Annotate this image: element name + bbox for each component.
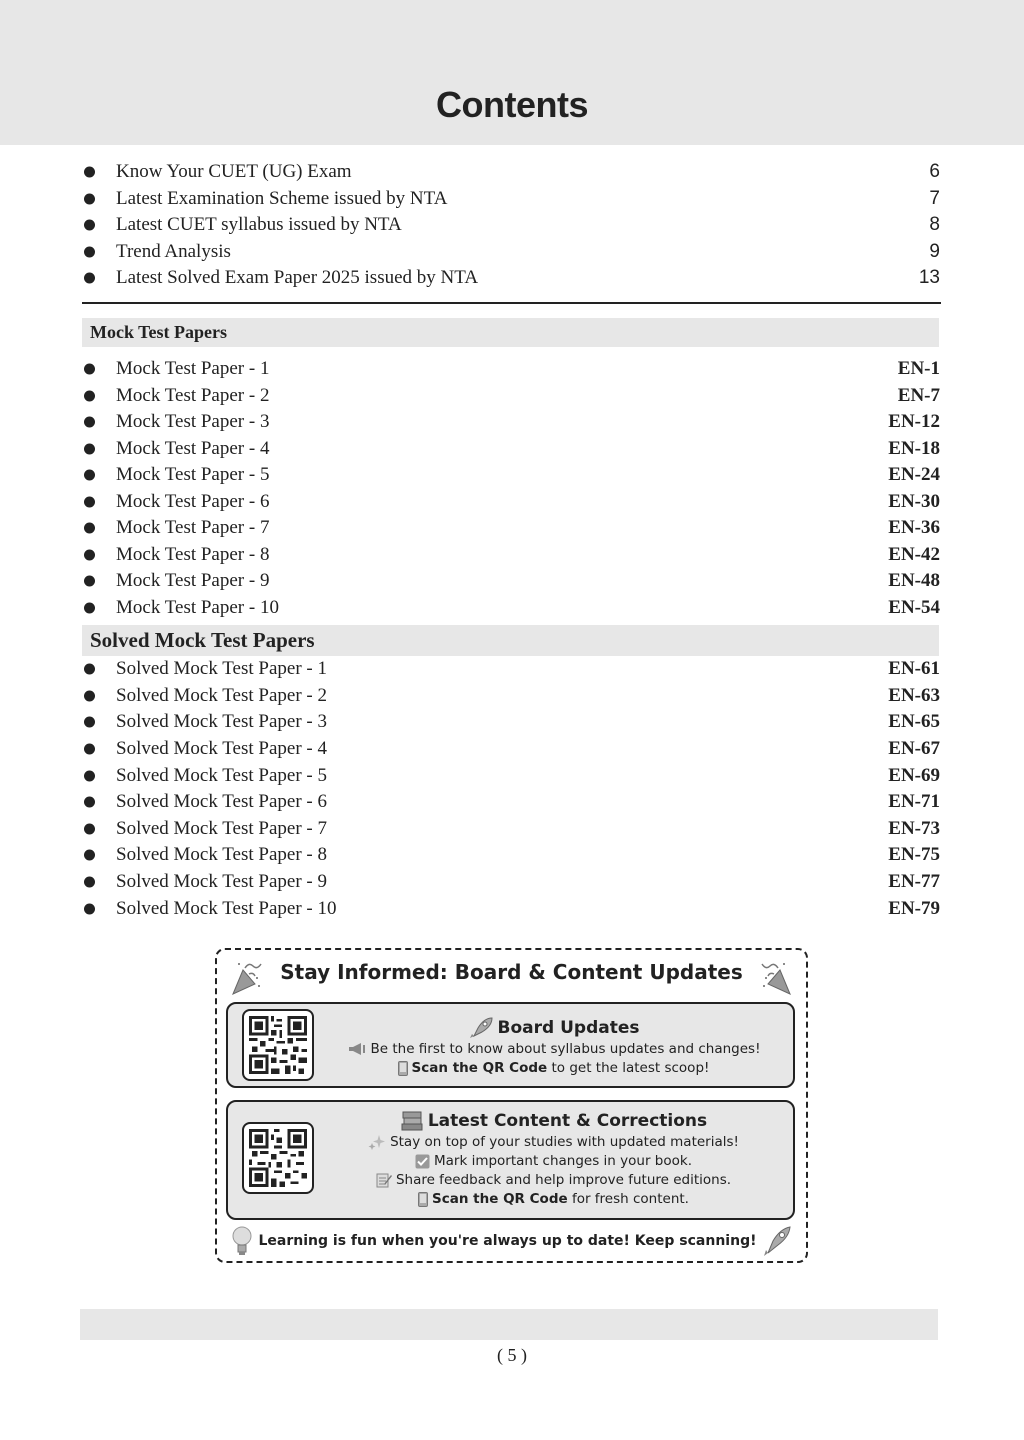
toc-entry[interactable]	[82, 383, 942, 410]
bullet-icon	[84, 717, 95, 728]
toc-entry[interactable]	[82, 409, 942, 436]
updates-title: Stay Informed: Board & Content Updates	[280, 960, 743, 984]
toc-entry[interactable]	[82, 762, 942, 789]
entry-title: Solved Mock Test Paper - 3	[116, 711, 327, 733]
bullet-icon	[84, 417, 95, 428]
toc-entry[interactable]	[82, 842, 942, 869]
bullet-icon	[84, 167, 95, 178]
entry-title: Solved Mock Test Paper - 6	[116, 791, 327, 813]
bullet-icon	[84, 220, 95, 231]
intro-list	[82, 159, 942, 292]
bullet-icon	[84, 797, 95, 808]
entry-title: Latest Solved Exam Paper 2025 issued by NTA	[116, 267, 479, 289]
toc-entry[interactable]	[82, 212, 942, 239]
board-updates-card	[226, 1002, 795, 1088]
bullet-icon	[84, 246, 95, 257]
entry-page: EN-54	[888, 596, 940, 618]
entry-title: Know Your CUET (UG) Exam	[116, 161, 352, 183]
toc-entry[interactable]	[82, 356, 942, 383]
toc-entry[interactable]	[82, 265, 942, 292]
toc-entry[interactable]	[82, 186, 942, 213]
toc-entry[interactable]	[82, 436, 942, 463]
entry-page: EN-73	[888, 817, 940, 839]
content-updates-line-1	[318, 1133, 789, 1152]
entry-title: Latest CUET syllabus issued by NTA	[116, 214, 402, 236]
bullet-icon	[84, 664, 95, 675]
section-divider	[82, 302, 941, 304]
entry-title: Solved Mock Test Paper - 1	[116, 658, 327, 680]
bullet-icon	[84, 523, 95, 534]
content-updates-scan-text: for fresh content.	[567, 1191, 689, 1207]
board-updates-line-2	[318, 1059, 789, 1078]
entry-title: Trend Analysis	[116, 240, 231, 262]
board-updates-text: Be the first to know about syllabus updates and changes!	[370, 1041, 761, 1057]
toc-entry[interactable]	[82, 159, 942, 186]
light-bulb-icon	[231, 1225, 253, 1257]
qr-code-board-updates[interactable]	[242, 1009, 314, 1081]
footer-note-text: Learning is fun when you're always up to date! Keep scanning!	[258, 1233, 757, 1249]
entry-title: Solved Mock Test Paper - 4	[116, 738, 327, 760]
entry-title: Mock Test Paper - 3	[116, 411, 270, 433]
qr-code-icon	[249, 1129, 307, 1187]
entry-page: EN-1	[897, 358, 940, 380]
bullet-icon	[84, 273, 95, 284]
mock-test-list	[82, 356, 942, 621]
content-updates-text-3: Share feedback and help improve future editions.	[395, 1172, 732, 1188]
rocket-icon	[762, 1225, 792, 1257]
entry-page: EN-65	[888, 711, 940, 733]
entry-title: Mock Test Paper - 10	[116, 596, 279, 618]
toc-entry[interactable]	[82, 462, 942, 489]
entry-title: Mock Test Paper - 6	[116, 490, 270, 512]
content-updates-line-2	[318, 1152, 789, 1171]
footer-band	[80, 1309, 938, 1340]
entry-page: EN-63	[888, 684, 940, 706]
updates-footer-note	[217, 1225, 806, 1257]
updates-box	[215, 948, 808, 1263]
toc-entry[interactable]	[82, 515, 942, 542]
toc-entry[interactable]	[82, 736, 942, 763]
bullet-icon	[84, 744, 95, 755]
entry-title: Mock Test Paper - 7	[116, 517, 270, 539]
scan-qr-emphasis: Scan the QR Code	[432, 1191, 568, 1207]
memo-icon	[376, 1172, 392, 1188]
toc-entry[interactable]	[82, 489, 942, 516]
content-updates-line-3	[318, 1171, 789, 1190]
entry-title: Mock Test Paper - 4	[116, 437, 270, 459]
entry-page: EN-42	[888, 543, 940, 565]
content-updates-title: Latest Content & Corrections	[427, 1111, 708, 1131]
phone-icon	[418, 1192, 428, 1207]
board-updates-heading	[318, 1016, 789, 1040]
entry-page: EN-30	[888, 490, 940, 512]
entry-page: EN-67	[888, 738, 940, 760]
entry-page: EN-36	[888, 517, 940, 539]
toc-entry[interactable]	[82, 816, 942, 843]
megaphone-icon	[347, 1042, 367, 1056]
entry-page: 6	[929, 161, 940, 183]
bullet-icon	[84, 390, 95, 401]
entry-title: Solved Mock Test Paper - 5	[116, 764, 327, 786]
bullet-icon	[84, 823, 95, 834]
toc-entry[interactable]	[82, 568, 942, 595]
entry-title: Solved Mock Test Paper - 10	[116, 897, 337, 919]
entry-title: Solved Mock Test Paper - 9	[116, 871, 327, 893]
entry-title: Latest Examination Scheme issued by NTA	[116, 187, 448, 209]
entry-page: EN-77	[888, 871, 940, 893]
bullet-icon	[84, 193, 95, 204]
bullet-icon	[84, 877, 95, 888]
page-title: Contents	[436, 84, 588, 125]
toc-entry[interactable]	[82, 542, 942, 569]
entry-page: EN-12	[888, 411, 940, 433]
bullet-icon	[84, 576, 95, 587]
section-title: Solved Mock Test Papers	[90, 628, 315, 652]
content-updates-heading	[318, 1109, 789, 1133]
books-icon	[400, 1110, 424, 1132]
entry-page: EN-61	[888, 658, 940, 680]
entry-title: Solved Mock Test Paper - 2	[116, 684, 327, 706]
entry-title: Mock Test Paper - 1	[116, 358, 270, 380]
content-updates-card	[226, 1100, 795, 1220]
entry-page: EN-48	[888, 570, 940, 592]
party-popper-icon	[760, 956, 794, 996]
toc-entry[interactable]	[82, 869, 942, 896]
entry-page: EN-75	[888, 844, 940, 866]
entry-title: Mock Test Paper - 9	[116, 570, 270, 592]
bullet-icon	[84, 364, 95, 375]
board-updates-line-1	[318, 1040, 789, 1059]
toc-entry[interactable]	[82, 895, 942, 922]
board-updates-title: Board Updates	[497, 1018, 640, 1038]
entry-page: 13	[918, 267, 940, 289]
section-title: Mock Test Papers	[90, 322, 227, 342]
entry-page: EN-18	[888, 437, 940, 459]
entry-page: 9	[929, 240, 940, 262]
entry-page: EN-79	[888, 897, 940, 919]
content-updates-text-2: Mark important changes in your book.	[433, 1153, 693, 1169]
toc-entry[interactable]	[82, 789, 942, 816]
entry-title: Mock Test Paper - 2	[116, 384, 270, 406]
bullet-icon	[84, 903, 95, 914]
entry-title: Mock Test Paper - 5	[116, 464, 270, 486]
qr-code-icon	[249, 1016, 307, 1074]
toc-entry[interactable]	[82, 656, 942, 683]
section-header-solved-mock-test-papers	[82, 625, 939, 656]
board-updates-body	[318, 1016, 789, 1078]
content-updates-line-4	[318, 1190, 789, 1209]
content-updates-body	[318, 1109, 789, 1209]
toc-entry[interactable]	[82, 595, 942, 622]
bullet-icon	[84, 850, 95, 861]
bullet-icon	[84, 470, 95, 481]
entry-page: EN-7	[897, 384, 940, 406]
bullet-icon	[84, 549, 95, 560]
entry-title: Solved Mock Test Paper - 7	[116, 817, 327, 839]
entry-page: 8	[929, 214, 940, 236]
section-header-mock-test-papers	[82, 318, 939, 347]
toc-entry[interactable]	[82, 239, 942, 266]
entry-title: Solved Mock Test Paper - 8	[116, 844, 327, 866]
entry-page: EN-24	[888, 464, 940, 486]
solved-mock-test-list	[82, 656, 942, 922]
entry-page: EN-69	[888, 764, 940, 786]
scan-qr-emphasis: Scan the QR Code	[411, 1060, 548, 1076]
toc-entry[interactable]	[82, 709, 942, 736]
bullet-icon	[84, 690, 95, 701]
check-box-icon	[415, 1154, 430, 1169]
phone-icon	[398, 1061, 408, 1076]
content-updates-text-1: Stay on top of your studies with updated materials!	[390, 1134, 739, 1150]
entry-title: Mock Test Paper - 8	[116, 543, 270, 565]
bullet-icon	[84, 443, 95, 454]
entry-page: 7	[929, 187, 940, 209]
bullet-icon	[84, 496, 95, 507]
rocket-icon	[468, 1016, 494, 1040]
page-number: ( 5 )	[497, 1345, 527, 1365]
qr-code-content-updates[interactable]	[242, 1122, 314, 1194]
bullet-icon	[84, 770, 95, 781]
bullet-icon	[84, 602, 95, 613]
board-updates-scan-text: to get the latest scoop!	[547, 1060, 710, 1076]
toc-entry[interactable]	[82, 683, 942, 710]
entry-page: EN-71	[888, 791, 940, 813]
sparkles-icon	[368, 1134, 386, 1150]
